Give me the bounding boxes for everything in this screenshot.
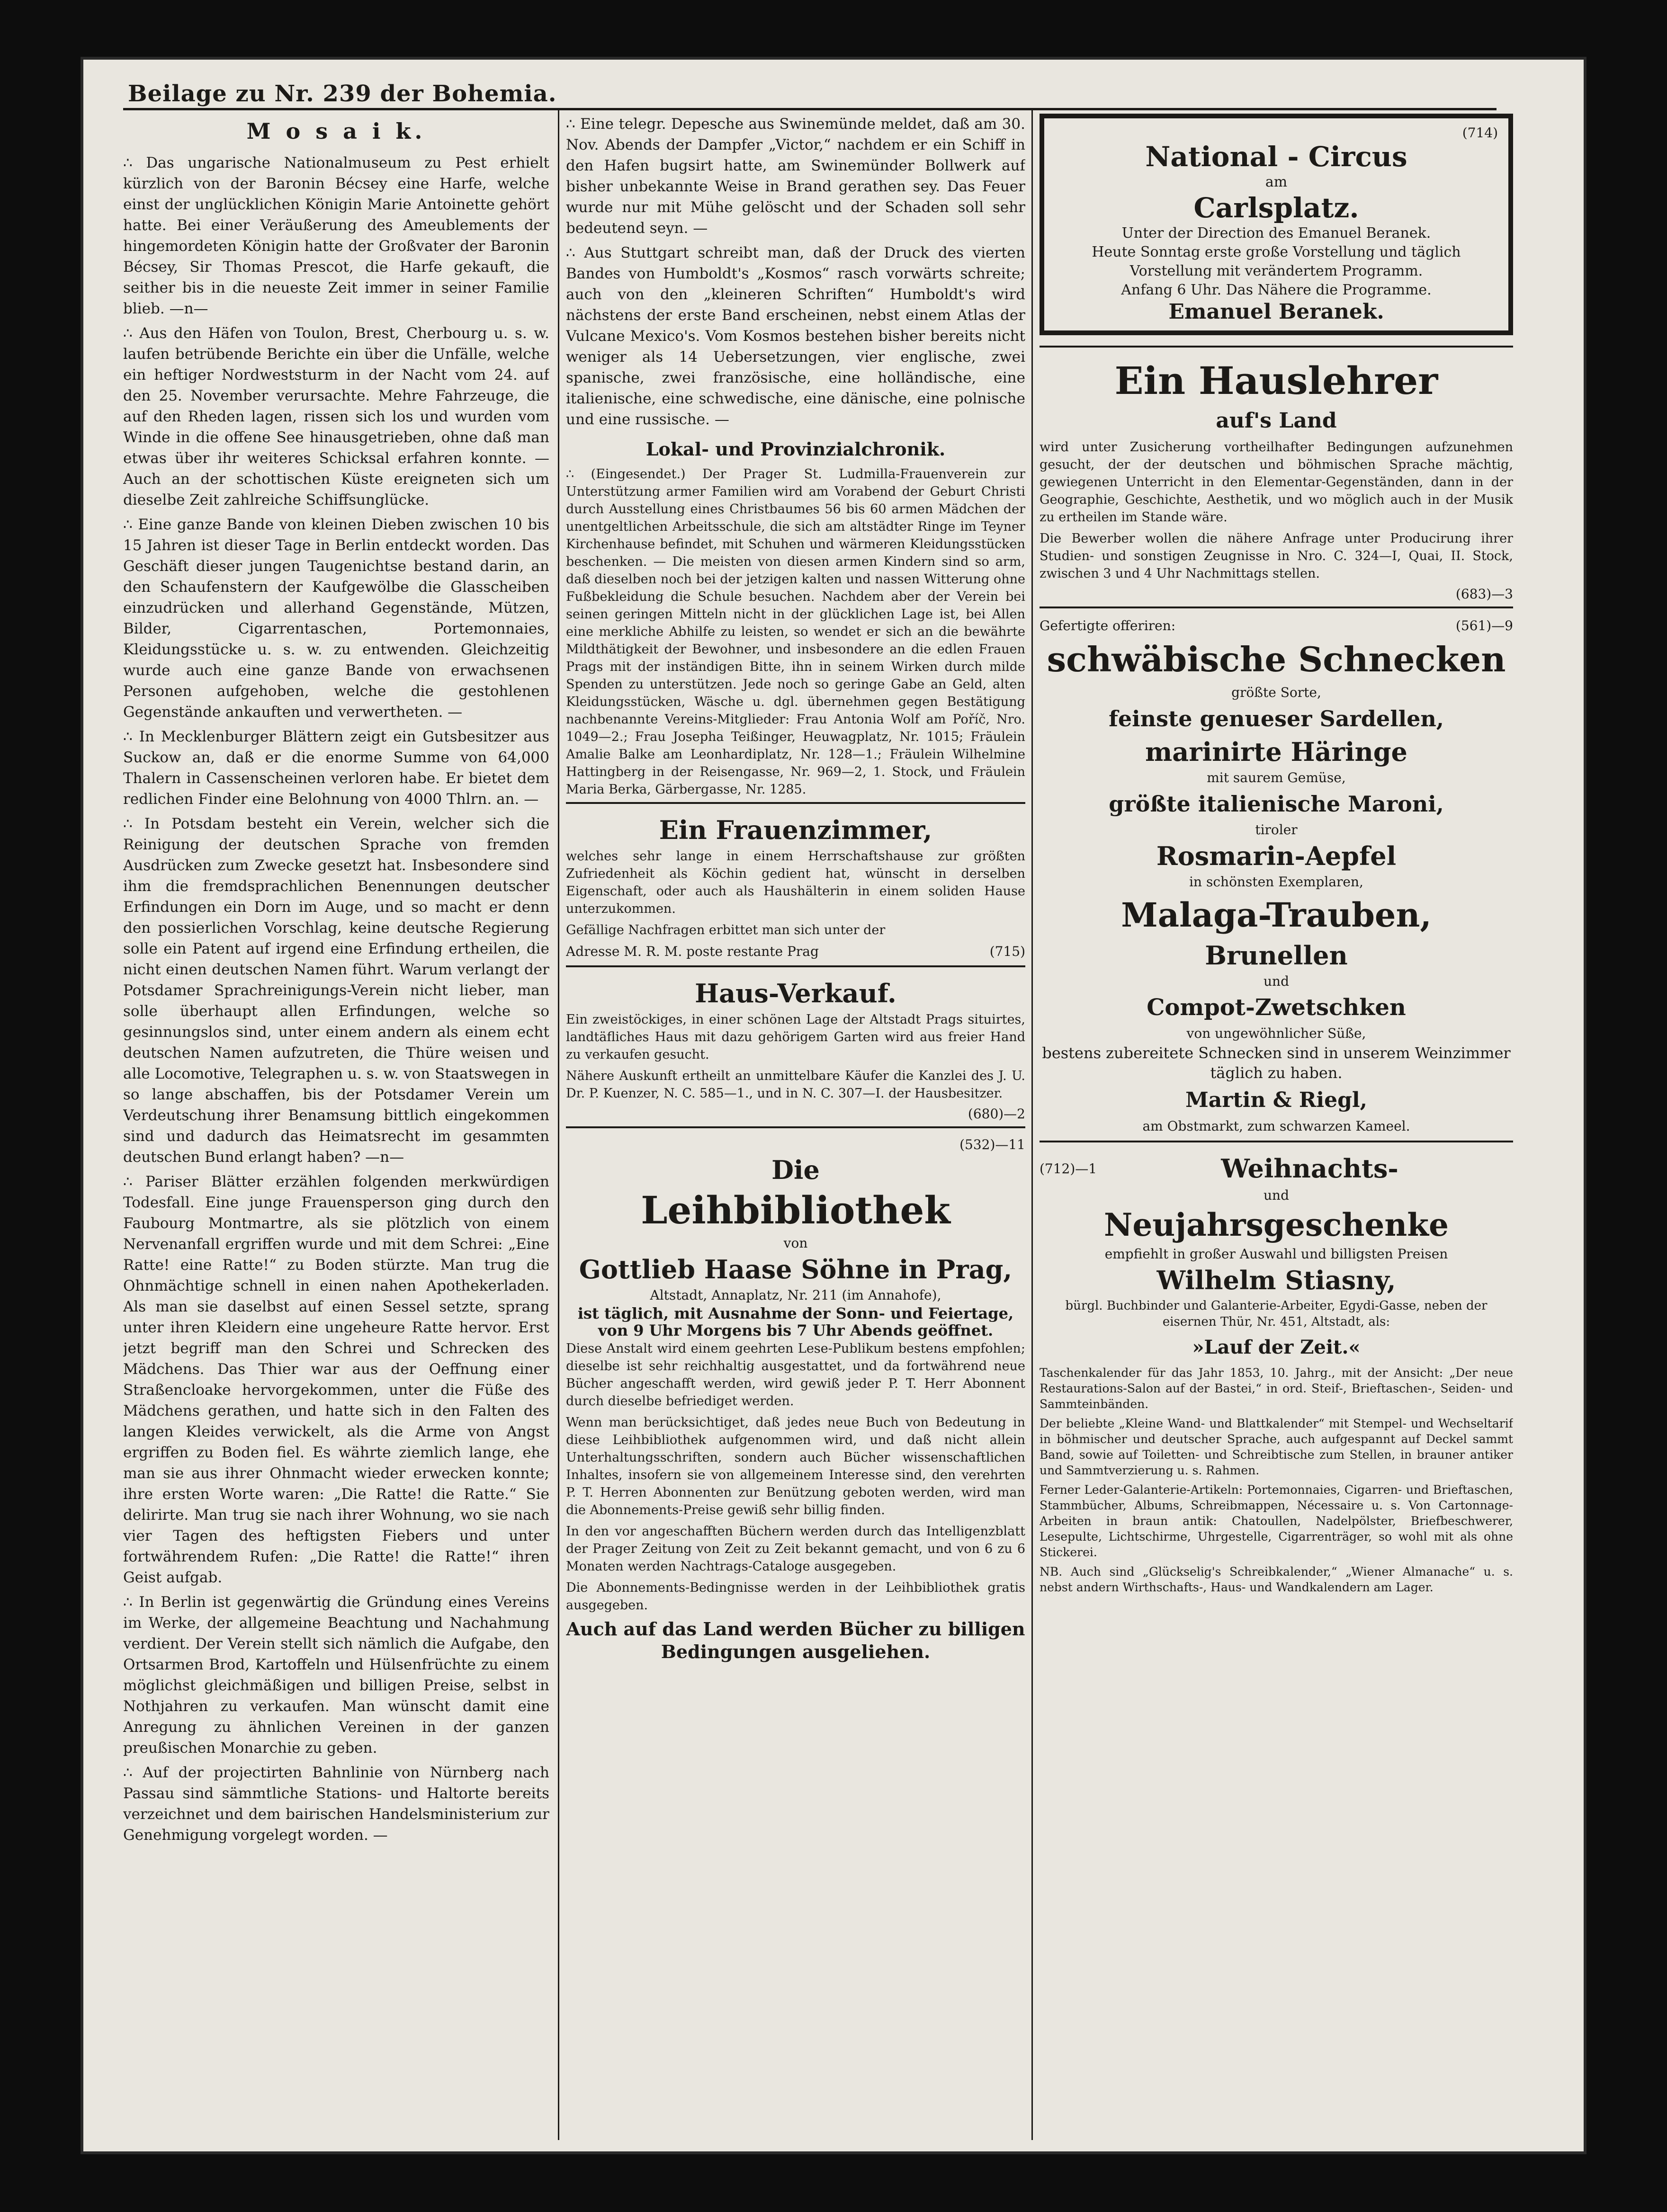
- article-paragraph: ∴ Aus Stuttgart schreibt man, daß der Druck des vierten Bandes von Humboldt's „Kosmos“ rasch vorwärts schreite; auch von den „kleineren Schriften“ Humboldt's wird nächstens der erste Band erscheinen, nebst einem Atlas der Vulcane Mexico's. Vom Kosmos bestehen bisher bereits nicht weniger als 14 Uebersetzungen, vier englische, zwei spanische, zwei französische, eine holländische, eine italienische, eine schwedische, eine dänische, eine polnische und eine russische. —: [566, 244, 1025, 428]
- article-paragraph: ∴ Auf der projectirten Bahnlinie von Nürnberg nach Passau sind sämmtliche Stations- und Haltorte bereits verzeichnet und dem bairischen Handelsministerium zur Genehmigung vorgelegt worden. —: [123, 1764, 549, 1844]
- ad-subtitle: auf's Land: [1216, 409, 1337, 433]
- article-paragraph: ∴ In Berlin ist gegenwärtig die Gründung eines Vereins im Werke, der allgemeine Beachtung und Nachahmung verdient. Der Verein stellt sich nämlich die Aufgabe, den Ortsarmen Brod, Kartoffeln und Hülsenfrüchte zu einem möglichst gleichmäßigen und billigen Preise, selbst in Nothjahren zu verkaufen. Man wünscht damit eine Anregung zu ähnlichen Vereinen in der ganzen preußischen Monarchie zu geben.: [123, 1594, 549, 1757]
- ad-am: am: [1265, 174, 1288, 190]
- ad-number: (680)—2: [968, 1106, 1025, 1122]
- ad-title: Haus-Verkauf.: [695, 978, 896, 1008]
- header-rule: [123, 108, 1497, 110]
- ad-signature-address: am Obstmarkt, zum schwarzen Kameel.: [1142, 1118, 1410, 1134]
- ad-weihnachtsgeschenke: [1040, 1141, 1513, 1604]
- ad-text: Wenn man berücksichtiget, daß jedes neue Buch von Bedeutung in diese Leihbibliothek aufgenommen wird, und daß nicht allein Unterhaltungsschriften, sondern auch Bücher wissenschaftlichen Inhaltes, insofern sie von allgemeinem Interesse sind, den verehrten P. T. Herren Abonnenten zur Benützung geboten werden, wird man die Abonnements-Preise gewiß sehr billig finden.: [566, 1415, 1025, 1517]
- ad-text: wird unter Zusicherung vortheilhafter Bedingungen aufzunehmen gesucht, der der deutschen und böhmischen Sprache mächtig, gewiegenen Unterricht in den Elementar-Gegenständen, dann in der Geographie, Geschichte, Aesthetik, und wo möglich auch in der Musik zu ertheilen im Stande wäre.: [1040, 440, 1513, 525]
- ad-footer: [566, 943, 1025, 961]
- ad-line: bestens zubereitete Schnecken sind in unserem Weinzimmer täglich zu haben.: [1042, 1044, 1511, 1082]
- ad-line: feinste genueser Sardellen,: [1109, 706, 1444, 731]
- ad-line: in schönsten Exemplaren,: [1189, 874, 1363, 890]
- ad-address: Adresse M. R. M. poste restante Prag: [566, 944, 819, 959]
- ad-closing: Auch auf das Land werden Bücher zu billigen Bedingungen ausgeliehen.: [566, 1618, 1025, 1662]
- article-paragraph: ∴ In Mecklenburger Blättern zeigt ein Gutsbesitzer aus Suckow an, daß er die enorme Summe von 64,000 Thalern in Cassenscheinen verloren habe. Er bietet dem redlichen Finder eine Belohnung von 4000 Thlrn. an. —: [123, 728, 549, 808]
- ad-line: Compot-Zwetschken: [1147, 994, 1406, 1021]
- ad-line: bürgl. Buchbinder und Galanterie-Arbeiter, Egydi-Gasse, neben der eisernen Thür, Nr. 451, Altstadt, als:: [1065, 1299, 1488, 1329]
- ad-leihbibliothek: [566, 1126, 1025, 1669]
- ad-hours: ist täglich, mit Ausnahme der Sonn- und Feiertage, von 9 Uhr Morgens bis 7 Uhr Abends geöffnet.: [577, 1304, 1014, 1339]
- article-paragraph: ∴ Eine telegr. Depesche aus Swinemünde meldet, daß am 30. Nov. Abends der Dampfer „Victor,“ nachdem er ein Schiff in den Hafen bugsirt hatte, am Swinemünder Bollwerk auf bisher unbekannte Weise in Brand gerathen sey. Das Feuer wurde nur mit Mühe gelöscht und der Schaden soll sehr bedeutend seyn. —: [566, 116, 1025, 237]
- column-3: [1040, 114, 1513, 2145]
- ad-lead-row: [1040, 617, 1513, 635]
- ad-head-row: [1040, 1151, 1513, 1186]
- ad-signature: Emanuel Beranek.: [1168, 300, 1384, 324]
- ad-title: Ein Frauenzimmer,: [659, 815, 932, 845]
- ad-hauslehrer: [1040, 346, 1513, 607]
- article-paragraph: ∴ (Eingesendet.) Der Prager St. Ludmilla-Frauenverein zur Unterstützung armer Familien wird am Vorabend der Geburt Christi durch Ausstellung eines Christbaumes 56 bis 60 armen Mädchen der unentgeltlichen Arbeitsschule, die sich am altstädter Ringe im Teyner Kirchenhause befindet, mit Schuhen und wärmeren Kleidungsstücken beschenken. — Die meisten von diesen armen Kindern sind so arm, daß dieselben noch bei der jetzigen kalten und nassen Witterung ohne Fußbekleidung die Schule besuchen. Nachdem aber der Verein bei seinen geringen Mitteln nicht in der glücklichen Lage ist, bei Allen eine merkliche Abhilfe zu leisten, so wendet er sich an die bewährte Mildthätigkeit der Bewohner, und insbesondere an die edlen Frauen Prags mit der inständigen Bitte, ihn in seinem Wirken durch milde Spenden zu unterstützen. Jede noch so geringe Gabe an Geld, alten Kleidungsstücken, Wäsche u. dgl. übernehmen gegen Bestätigung nachbenannte Vereins-Mitglieder: Frau Antonia Wolf am Poříč, Nro. 1049—2.; Frau Josepha Teißinger, Heuwagplatz, Nr. 1015; Fräulein Amalie Balke am Leonhardiplatz, Nr. 128—1.; Fräulein Wilhelmine Hattingberg in der Reisengasse, Nr. 969—2, 1. Stock, und Fräulein Maria Berka, Gärbergasse, Nr. 1285.: [566, 467, 1025, 797]
- ad-lead: Gefertigte offeriren:: [1040, 618, 1176, 633]
- ad-number: (712)—1: [1040, 1160, 1097, 1177]
- mosaik-title: M o s a i k.: [246, 118, 426, 144]
- ad-text: Nähere Auskunft ertheilt an unmittelbare Käufer die Kanzlei des J. U. Dr. P. Kuenzer, N. C. 585—1., und in N. C. 307—I. der Hausbesitzer.: [566, 1069, 1025, 1101]
- ad-text: Die Bewerber wollen die nähere Anfrage unter Producirung ihrer Studien- und sonstigen Zeugnisse in Nro. C. 324—I, Quai, II. Stock, zwischen 3 und 4 Uhr Nachmittags stellen.: [1040, 531, 1513, 581]
- ad-line: Rosmarin-Aepfel: [1156, 841, 1397, 871]
- ad-national-circus: [1040, 114, 1513, 335]
- article-paragraph: ∴ Das ungarische Nationalmuseum zu Pest erhielt kürzlich von der Baronin Bécsey eine Harfe, welche einst der unglücklichen Königin Marie Antoinette gehört hatte. Bei einer Veräußerung des Ameublements der hingemordeten Königin hatte der Großvater der Baronin Bécsey, Sir Thomas Prescot, die Harfe gekauft, die seither bis in die neueste Zeit immer in seiner Familie blieb. —n—: [123, 154, 549, 317]
- ad-text: Taschenkalender für das Jahr 1853, 10. Jahrg., mit der Ansicht: „Der neue Restaurations-Salon auf der Bastei,“ in ord. Steif-, Brieftaschen-, Seiden- und Sammteinbänden.: [1040, 1366, 1513, 1411]
- ad-text: Ferner Leder-Galanterie-Artikeln: Portemonnaies, Cigarren- und Brieftaschen, Stammbücher, Albums, Schreibmappen, Nécessaire u. s. Von Cartonnage-Arbeiten in braun antik: Chatoullen, Nadelpölster, Briefbeschwerer, Lesepulte, Lichtschirme, Uhrgestelle, Cigarrenträger, so wohl mit als ohne Stickerei.: [1040, 1483, 1513, 1559]
- ad-line: und: [1264, 973, 1289, 989]
- ad-line: tiroler: [1255, 822, 1298, 838]
- local-chronicle-title: Lokal- und Provinzialchronik.: [645, 438, 946, 460]
- ad-text: In den vor angeschafften Büchern werden durch das Intelligenzblatt der Prager Zeitung von Zeit zu Zeit bekannt gemacht, und von 6 zu 6 Monaten werden Nachtrags-Cataloge ausgegeben.: [566, 1524, 1025, 1574]
- ad-title: Neujahrsgeschenke: [1103, 1206, 1449, 1243]
- ad-line: größte italienische Maroni,: [1109, 791, 1444, 817]
- ad-text: Anfang 6 Uhr. Das Nähere die Programme.: [1121, 282, 1432, 298]
- ad-text: Unter der Direction des Emanuel Beranek.: [1121, 225, 1431, 241]
- ad-haus-verkauf: [566, 965, 1025, 1126]
- ad-text: Ein zweistöckiges, in einer schönen Lage der Altstadt Prags situirtes, landtäfliches Haus mit dazu gehörigem Garten wird aus freier Hand zu verkaufen gesucht.: [566, 1012, 1025, 1062]
- ad-text: Der beliebte „Kleine Wand- und Blattkalender“ mit Stempel- und Wechseltarif in böhmischer und deutscher Sprache, auch aufgespannt auf Deckel sammt Band, sowie auf Toiletten- und Schreibtische zum Stellen, in brauner antiker und Sammtverzierung u. s. Rahmen.: [1040, 1417, 1513, 1477]
- ad-schnecken: [1040, 607, 1513, 1141]
- ad-signature: Martin & Riegl,: [1185, 1088, 1367, 1112]
- ad-place: Carlsplatz.: [1193, 192, 1359, 224]
- ad-title: National - Circus: [1145, 141, 1407, 173]
- ad-text: NB. Auch sind „Glückselig's Schreibkalender,“ „Wiener Almanache“ u. s. nebst andern Wirthschafts-, Haus- und Wandkalendern am Lager.: [1040, 1565, 1513, 1594]
- ad-number: (532)—11: [959, 1137, 1025, 1152]
- ad-number: (561)—9: [1455, 618, 1513, 633]
- ad-line: mit saurem Gemüse,: [1207, 770, 1346, 785]
- ad-title: Weihnachts-: [1221, 1153, 1398, 1184]
- column-rule-1: [558, 109, 559, 2140]
- ad-firm: Gottlieb Haase Söhne in Prag,: [579, 1254, 1013, 1284]
- ad-name: Wilhelm Stiasny,: [1156, 1265, 1396, 1295]
- ad-text: welches sehr lange in einem Herrschaftshause zur größten Zufriedenheit als Köchin gedient hat, wünscht in derselben Eigenschaft, oder auch als Haushälterin in einem soliden Hause unterzukommen.: [566, 849, 1025, 916]
- ad-text: Gefällige Nachfragen erbittet man sich unter der: [566, 923, 886, 937]
- ad-line: empfiehlt in großer Auswahl und billigsten Preisen: [1104, 1246, 1448, 1262]
- column-1: [123, 114, 549, 2140]
- article-paragraph: ∴ In Potsdam besteht ein Verein, welcher sich die Reinigung der deutschen Sprache von fremden Ausdrücken zum Zwecke gesetzt hat. Insbesondere sind ihm die fremdsprachlichen Benennungen deutscher Erfindungen ein Dorn im Auge, und so macht er denn den possierlichen Vorschlag, keine deutsche Regierung solle ein Patent auf irgend eine Erfindung ertheilen, die nicht einen deutschen Namen führt. Warum verlangt der Potsdamer Sprachreinigungs-Verein nicht lieber, man solle überhaupt allen Erfindungen, welche so gesinnungslos sind, unter einem andern als einem echt deutschen Namen aufzutreten, die Thüre weisen und alle Locomotive, Telegraphen u. s. w. von Staatswegen in so lange abschaffen, bis der Potsdamer Verein um Verdeutschung ihrer Benamsung bittlich eingekommen sind und dadurch das Heimatsrecht im gesammten deutschen Bund erlangt haben? —n—: [123, 815, 549, 1166]
- ad-title: schwäbische Schnecken: [1047, 639, 1506, 679]
- ad-line: von ungewöhnlicher Süße,: [1186, 1026, 1366, 1041]
- ad-text: Heute Sonntag erste große Vorstellung und täglich Vorstellung mit verändertem Programm.: [1092, 244, 1461, 279]
- article-paragraph: ∴ Eine ganze Bande von kleinen Dieben zwischen 10 bis 15 Jahren ist dieser Tage in Berlin entdeckt worden. Das Geschäft dieser jungen Taugenichtse bestand darin, an den Schaufenstern der Kaufgewölbe die Glasscheiben einzudrücken und allerhand Gegenstände, Mützen, Bilder, Cigarrentaschen, Portemonnaies, Kleidungsstücke u. s. w. zu entwenden. Gleichzeitig wurde auch eine ganze Bande von erwachsenen Personen aufgehoben, welche die gestohlenen Gegenstände ankauften und verwertheten. —: [123, 516, 549, 721]
- ad-von: von: [783, 1235, 808, 1251]
- ad-die: Die: [771, 1155, 820, 1185]
- ad-text: Die Abonnements-Bedingnisse werden in der Leihbibliothek gratis ausgegeben.: [566, 1580, 1025, 1613]
- ad-frauenzimmer: [566, 802, 1025, 965]
- ad-line: marinirte Häringe: [1145, 737, 1407, 767]
- ad-line: größte Sorte,: [1231, 685, 1321, 700]
- column-2: [566, 114, 1025, 2145]
- ad-number: (715): [989, 944, 1025, 959]
- ad-title: Ein Hauslehrer: [1114, 358, 1438, 403]
- column-rule-2: [1031, 109, 1033, 2140]
- ad-calendar: »Lauf der Zeit.«: [1192, 1336, 1361, 1358]
- ad-und: und: [1264, 1187, 1289, 1203]
- ad-title: Leihbibliothek: [641, 1188, 950, 1232]
- ad-line: Brunellen: [1205, 940, 1348, 971]
- page-header: Beilage zu Nr. 239 der Bohemia.: [128, 80, 557, 107]
- ad-text: Diese Anstalt wird einem geehrten Lese-Publikum bestens empfohlen; dieselbe ist sehr reichhaltig ausgestattet, und da fortwährend neue Bücher angeschafft werden, wird gewiß jeder P. T. Herr Abonnent durch dieselbe befriediget werden.: [566, 1341, 1025, 1409]
- ad-address: Altstadt, Annaplatz, Nr. 211 (im Annahofe),: [650, 1287, 941, 1303]
- article-paragraph: ∴ Aus den Häfen von Toulon, Brest, Cherbourg u. s. w. laufen betrübende Berichte ein über die Unfälle, welche ein heftiger Nordweststurm in der Nacht vom 24. auf den 25. November verursachte. Mehre Fahrzeuge, die auf den Rheden lagen, rissen sich los und wurden vom Winde in die offene See hinausgetrieben, ohne daß man etwas über ihr weiteres Schicksal erfahren konnte. — Auch an der schottischen Küste ereigneten sich um dieselbe Zeit zahlreiche Schiffsunglücke.: [123, 325, 549, 508]
- article-paragraph: ∴ Pariser Blätter erzählen folgenden merkwürdigen Todesfall. Eine junge Frauensperson ging durch den Faubourg Montmartre, als sie plötzlich von einem Nervenanfall ergriffen wurde und mit dem Schrei: „Eine Ratte! eine Ratte!“ zu Boden stürzte. Man trug die Ohnmächtige schnell in einen nahen Apothekerladen. Als man sie daselbst auf einen Sessel setzte, sprang unter ihren Kleidern eine ungeheure Ratte hervor. Erst jetzt begriff man den Schrei und Schrecken des Mädchens. Das Thier war aus der Oeffnung einer Straßencloake hervorgekommen, unter die Füße des Mädchens gerathen, und hatte sich in den Falten des langen Kleides verwickelt, als die Arme von Angst ergriffen zu Boden fiel. Es währte ziemlich lange, ehe man sie aus ihrer Ohnmacht wieder erwecken konnte; ihre ersten Worte waren: „Die Ratte! die Ratte.“ Sie delirirte. Man trug sie nach ihrer Wohnung, wo sie nach vier Tagen des heftigsten Fiebers und unter fortwährendem Rufen: „Die Ratte! die Ratte!“ ihren Geist aufgab.: [123, 1173, 549, 1586]
- ad-line: Malaga-Trauben,: [1121, 895, 1432, 935]
- ad-number: (683)—3: [1455, 586, 1513, 602]
- ad-number: (714): [1462, 125, 1498, 141]
